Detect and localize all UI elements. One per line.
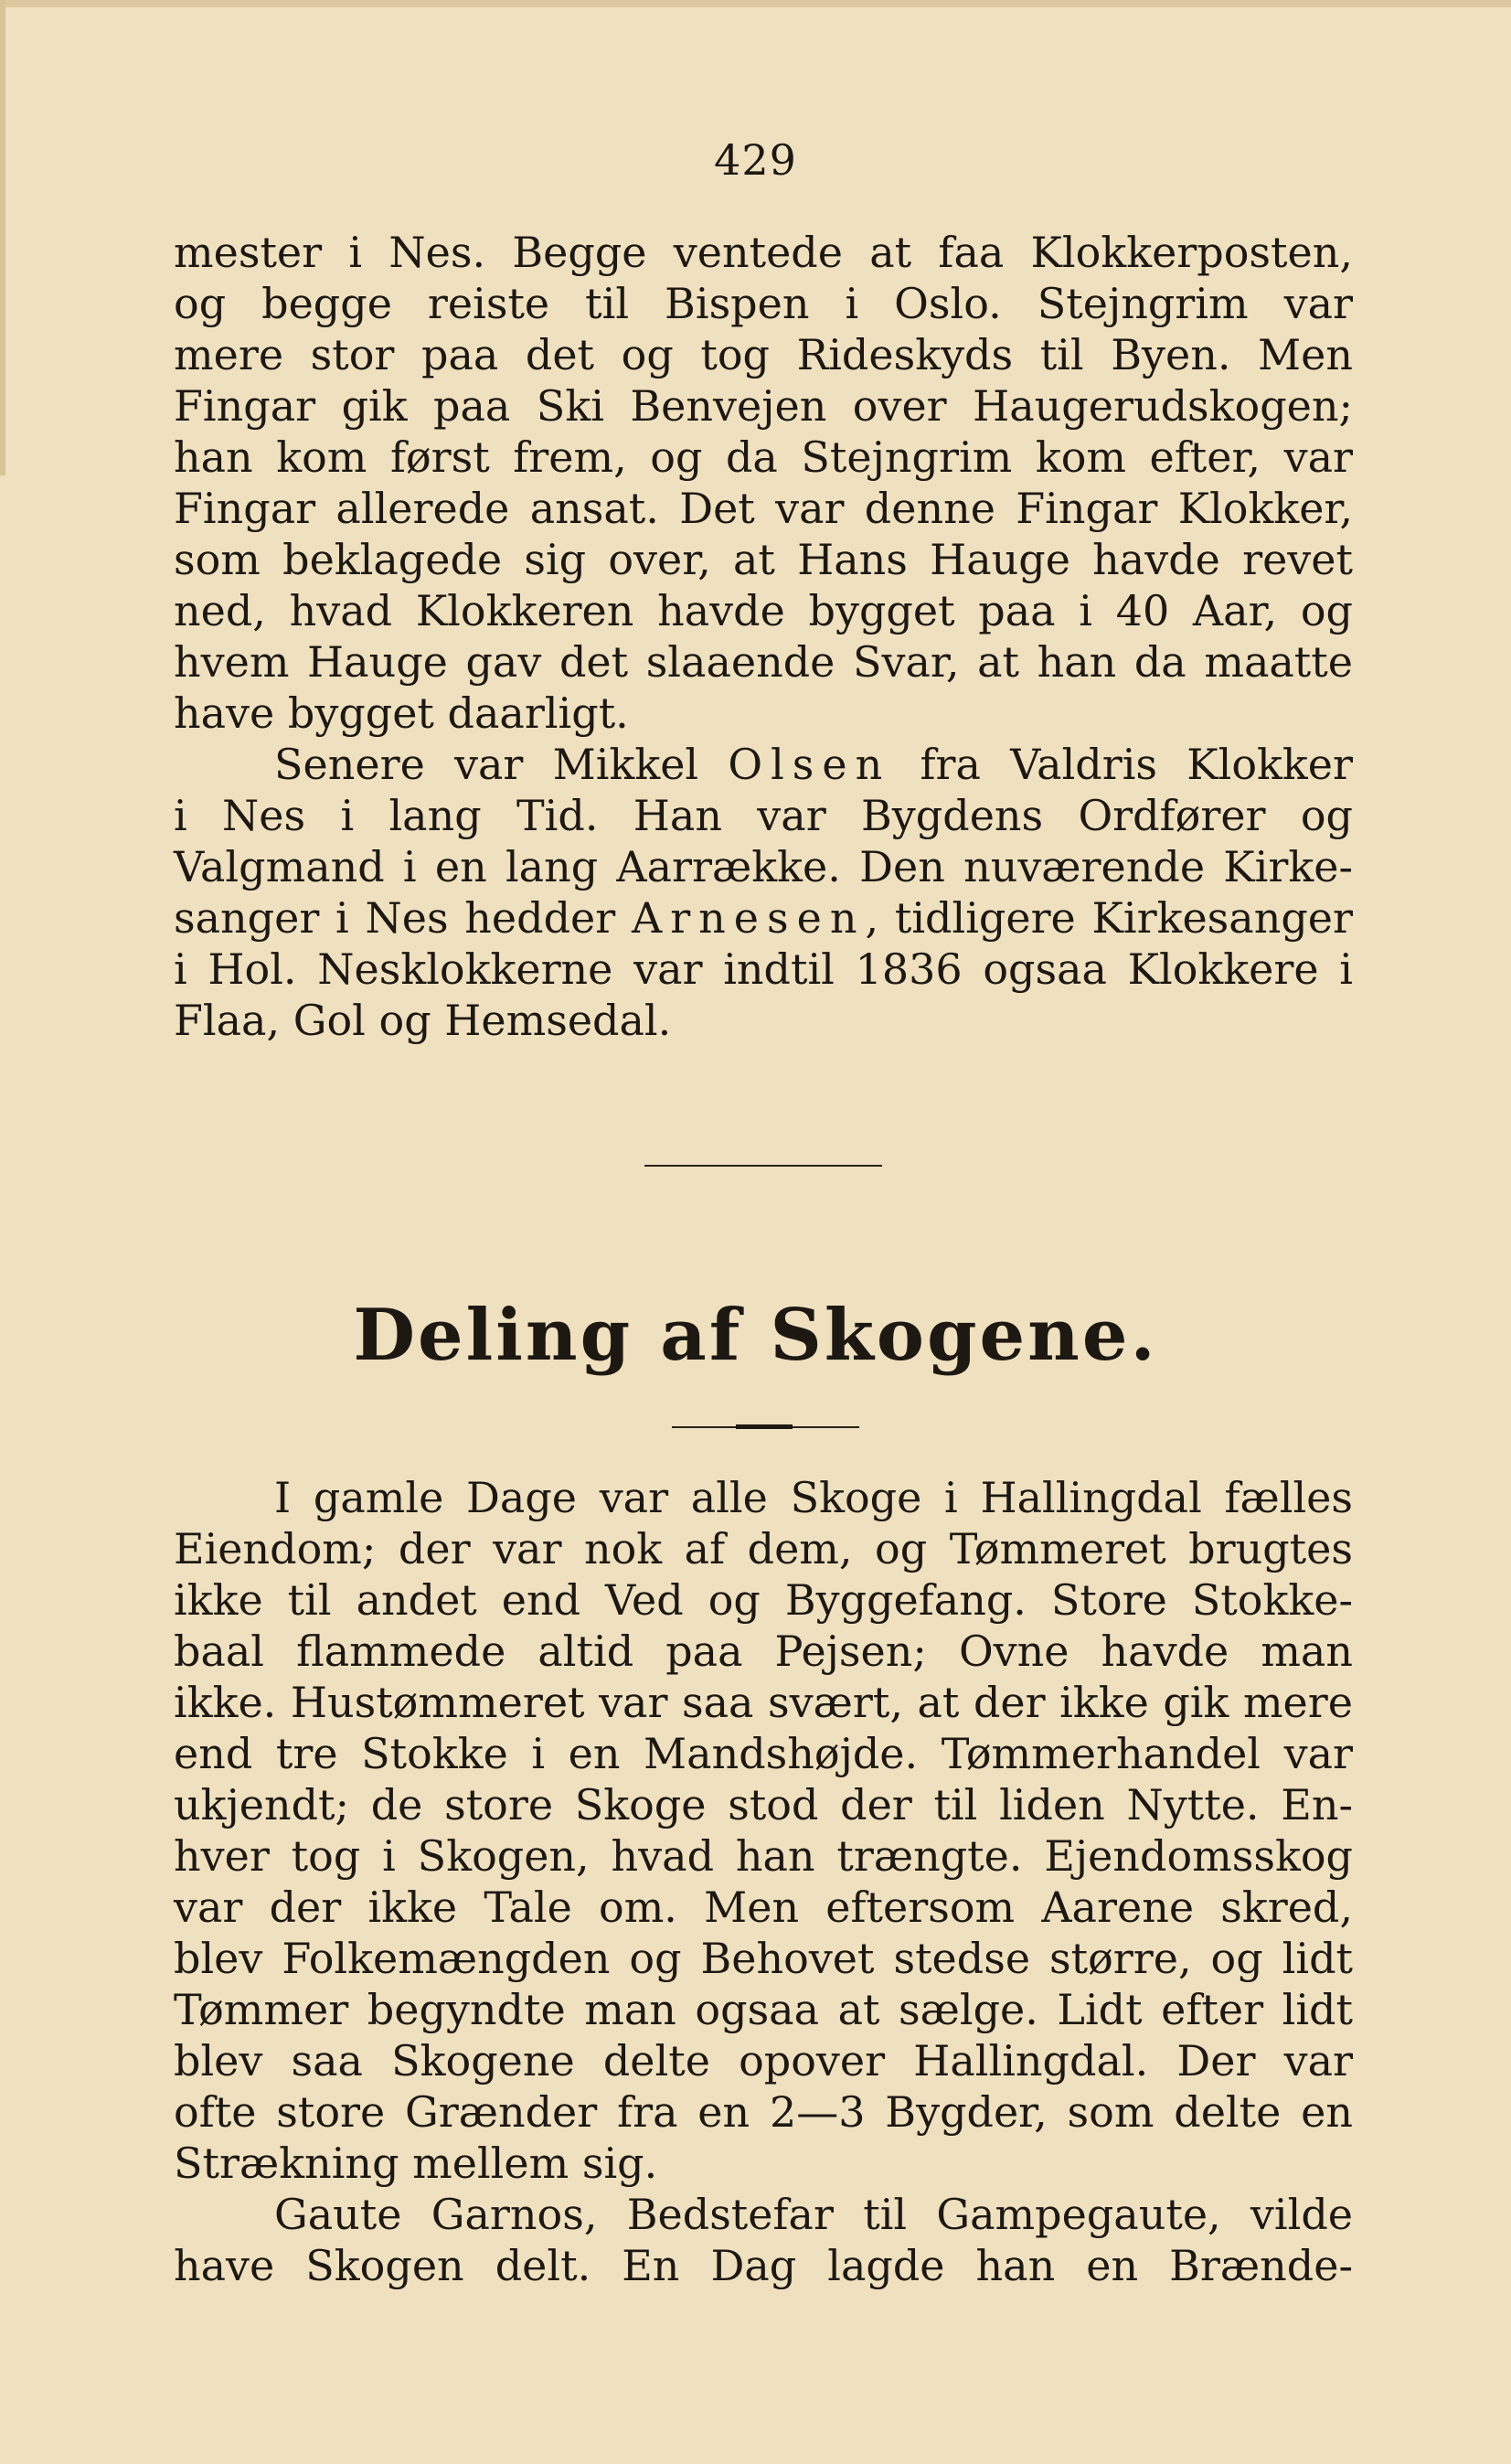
text-line: baal flammede altid paa Pejsen; Ovne havde man bbox=[174, 1627, 1353, 1676]
text-line: ikke til andet end Ved og Byggefang. Store Stokke- bbox=[174, 1575, 1353, 1625]
text-line: mester i Nes. Begge ventede at faa Klokkerposten, bbox=[174, 228, 1353, 277]
text-line: Tømmer begyndte man ogsaa at sælge. Lidt efter lidt bbox=[174, 1985, 1353, 2034]
text-line bbox=[174, 892, 1353, 944]
text-block-section bbox=[174, 1472, 1353, 2291]
text-line: blev Folkemængden og Behovet stedse større, og lidt bbox=[174, 1934, 1353, 1983]
text-line: blev saa Skogene delte opover Hallingdal. Der var bbox=[174, 2036, 1353, 2085]
text-line: Valgmand i en lang Aarrække. Den nuværende Kirke- bbox=[174, 842, 1353, 891]
text-line: ned, hvad Klokkeren havde bygget paa i 40 Aar, og bbox=[174, 586, 1353, 635]
text-line: mere stor paa det og tog Rideskyds til Byen. Men bbox=[174, 330, 1353, 379]
text-line: Fingar gik paa Ski Benvejen over Haugerudskogen; bbox=[174, 381, 1353, 431]
text-line: og begge reiste til Bispen i Oslo. Stejngrim var bbox=[174, 279, 1353, 328]
section-title: Deling af Skogene. bbox=[353, 1294, 1158, 1377]
text-line: ikke. Hustømmeret var saa svært, at der ikke gik mere bbox=[174, 1678, 1353, 1727]
page-top-edge bbox=[0, 0, 1511, 7]
spaced-name-olsen: Olsen bbox=[728, 740, 891, 789]
text-line: i Hol. Nesklokkerne var indtil 1836 ogsaa Klokkere i bbox=[174, 944, 1353, 994]
text-line: Flaa, Gol og Hemsedal. bbox=[174, 996, 672, 1045]
text-line: han kom først frem, og da Stejngrim kom efter, var bbox=[174, 432, 1353, 482]
text-segment: fra Valdris Klokker bbox=[890, 740, 1353, 789]
title-ornament bbox=[672, 1424, 859, 1430]
ornament-line-left bbox=[672, 1426, 736, 1428]
ornament-line-right bbox=[793, 1426, 859, 1428]
text-line: end tre Stokke i en Mandshøjde. Tømmerhandel var bbox=[174, 1729, 1353, 1778]
spaced-name-arnesen: Arnesen bbox=[631, 893, 866, 943]
text-line: hver tog i Skogen, hvad han trængte. Ejendomsskog bbox=[174, 1831, 1353, 1881]
text-line: hvem Hauge gav det slaaende Svar, at han da maatte bbox=[174, 637, 1353, 687]
text-line: som beklagede sig over, at Hans Hauge havde revet bbox=[174, 535, 1353, 584]
ornament-bar-center bbox=[736, 1424, 793, 1429]
text-line: ofte store Grænder fra en 2—3 Bygder, som delte en bbox=[174, 2087, 1353, 2137]
section-divider-rule bbox=[644, 1165, 882, 1167]
text-segment: Senere var Mikkel bbox=[274, 740, 729, 789]
text-line bbox=[174, 739, 1353, 790]
text-line: var der ikke Tale om. Men eftersom Aarene skred, bbox=[174, 1883, 1353, 1932]
text-line: Fingar allerede ansat. Det var denne Fingar Klokker, bbox=[174, 484, 1353, 533]
text-line: Eiendom; der var nok af dem, og Tømmeret brugtes bbox=[174, 1524, 1353, 1573]
text-line: Strækning mellem sig. bbox=[174, 2139, 658, 2188]
page-number: 429 bbox=[714, 135, 797, 185]
text-line: Gaute Garnos, Bedstefar til Gampegaute, vilde bbox=[274, 2190, 1353, 2239]
text-line: have Skogen delt. En Dag lagde han en Brænde- bbox=[174, 2241, 1353, 2290]
page-left-edge bbox=[0, 0, 5, 475]
text-line: have bygget daarligt. bbox=[174, 688, 629, 738]
text-line: I gamle Dage var alle Skoge i Hallingdal fælles bbox=[274, 1473, 1353, 1522]
text-segment: , tidligere Kirkesanger bbox=[865, 893, 1353, 943]
text-line: ukjendt; de store Skoge stod der til liden Nytte. En- bbox=[174, 1780, 1353, 1829]
text-segment: sanger i Nes hedder bbox=[174, 893, 632, 943]
text-block-continued bbox=[174, 227, 1353, 1046]
text-line: i Nes i lang Tid. Han var Bygdens Ordfører og bbox=[174, 791, 1353, 840]
